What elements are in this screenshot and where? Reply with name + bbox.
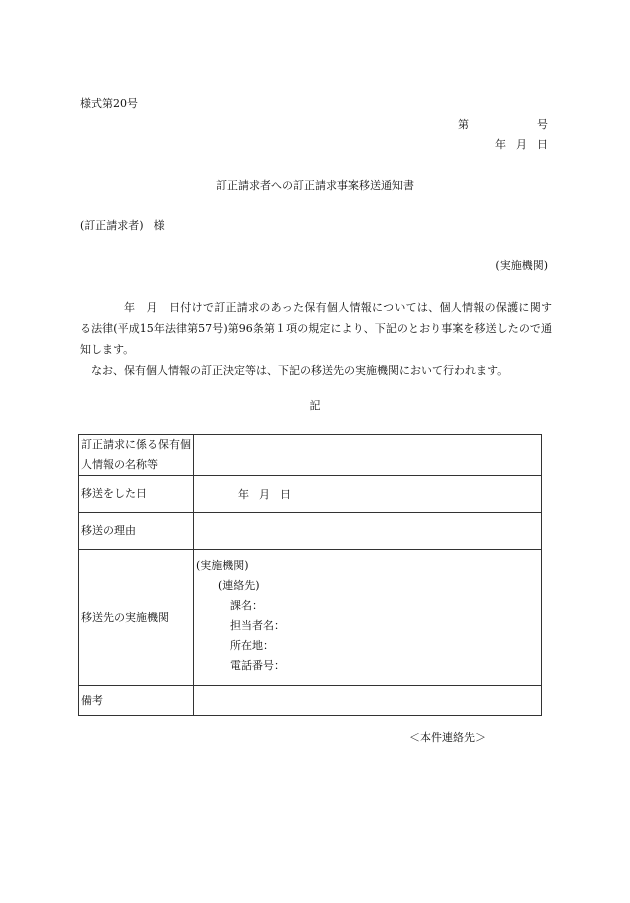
- body-paragraph-2: なお、保有個人情報の訂正決定等は、下記の移送先の実施機関において行われます。: [91, 364, 509, 377]
- destination-contact-heading: (連絡先): [218, 579, 260, 592]
- transfer-date-year: 年: [238, 487, 249, 501]
- issue-date: [495, 139, 548, 150]
- table-row: [79, 476, 542, 513]
- issuer: (実施機関): [495, 259, 548, 272]
- table-row: [79, 686, 542, 716]
- destination-address: 所在地：: [230, 639, 274, 652]
- document-title: 訂正請求者への訂正請求事案移送通知書: [216, 179, 414, 192]
- transfer-reason-value: [194, 513, 542, 550]
- table-row: [79, 513, 542, 550]
- addressee-name: (訂正請求者): [80, 219, 144, 232]
- remarks-label: 備考: [79, 686, 194, 716]
- transfer-date-month: 月: [259, 487, 270, 501]
- form-number: 様式第20号: [80, 97, 138, 110]
- transfer-date-label: 移送をした日: [79, 476, 194, 513]
- ki-heading: 記: [309, 399, 321, 412]
- addressee-honorific: 様: [153, 219, 165, 232]
- transfer-details-table: [78, 434, 542, 716]
- document-number: [458, 119, 548, 130]
- destination-agency-label: 移送先の実施機関: [79, 550, 194, 686]
- destination-agency: (実施機関): [196, 559, 249, 572]
- document-number-prefix: 第: [458, 118, 469, 131]
- info-name-label: 訂正請求に係る保有個人情報の名称等: [79, 435, 194, 476]
- issue-date-day: 日: [537, 138, 548, 151]
- remarks-value: [194, 686, 542, 716]
- issue-date-month: 月: [516, 138, 527, 151]
- table-row: [79, 435, 542, 476]
- transfer-date-value: [194, 476, 542, 513]
- destination-section: 課名：: [230, 599, 263, 612]
- transfer-date-day: 日: [280, 487, 291, 501]
- destination-phone: 電話番号：: [230, 659, 285, 672]
- addressee: [80, 220, 165, 231]
- destination-agency-value: [194, 550, 542, 686]
- contact-note: ＜本件連絡先＞: [409, 731, 486, 744]
- destination-person: 担当者名：: [230, 619, 285, 632]
- table-row: [79, 550, 542, 686]
- transfer-reason-label: 移送の理由: [79, 513, 194, 550]
- document-number-suffix: 号: [537, 118, 548, 131]
- issue-date-year: 年: [495, 138, 506, 151]
- body-paragraph-1: 年 月 日付けで訂正請求のあった保有個人情報については、個人情報の保護に関する法律(平成15年法律第57号)第96条第１項の規定により、下記のとおり事案を移送したので通知します。: [80, 301, 552, 356]
- body-text: [80, 297, 552, 381]
- info-name-value: [194, 435, 542, 476]
